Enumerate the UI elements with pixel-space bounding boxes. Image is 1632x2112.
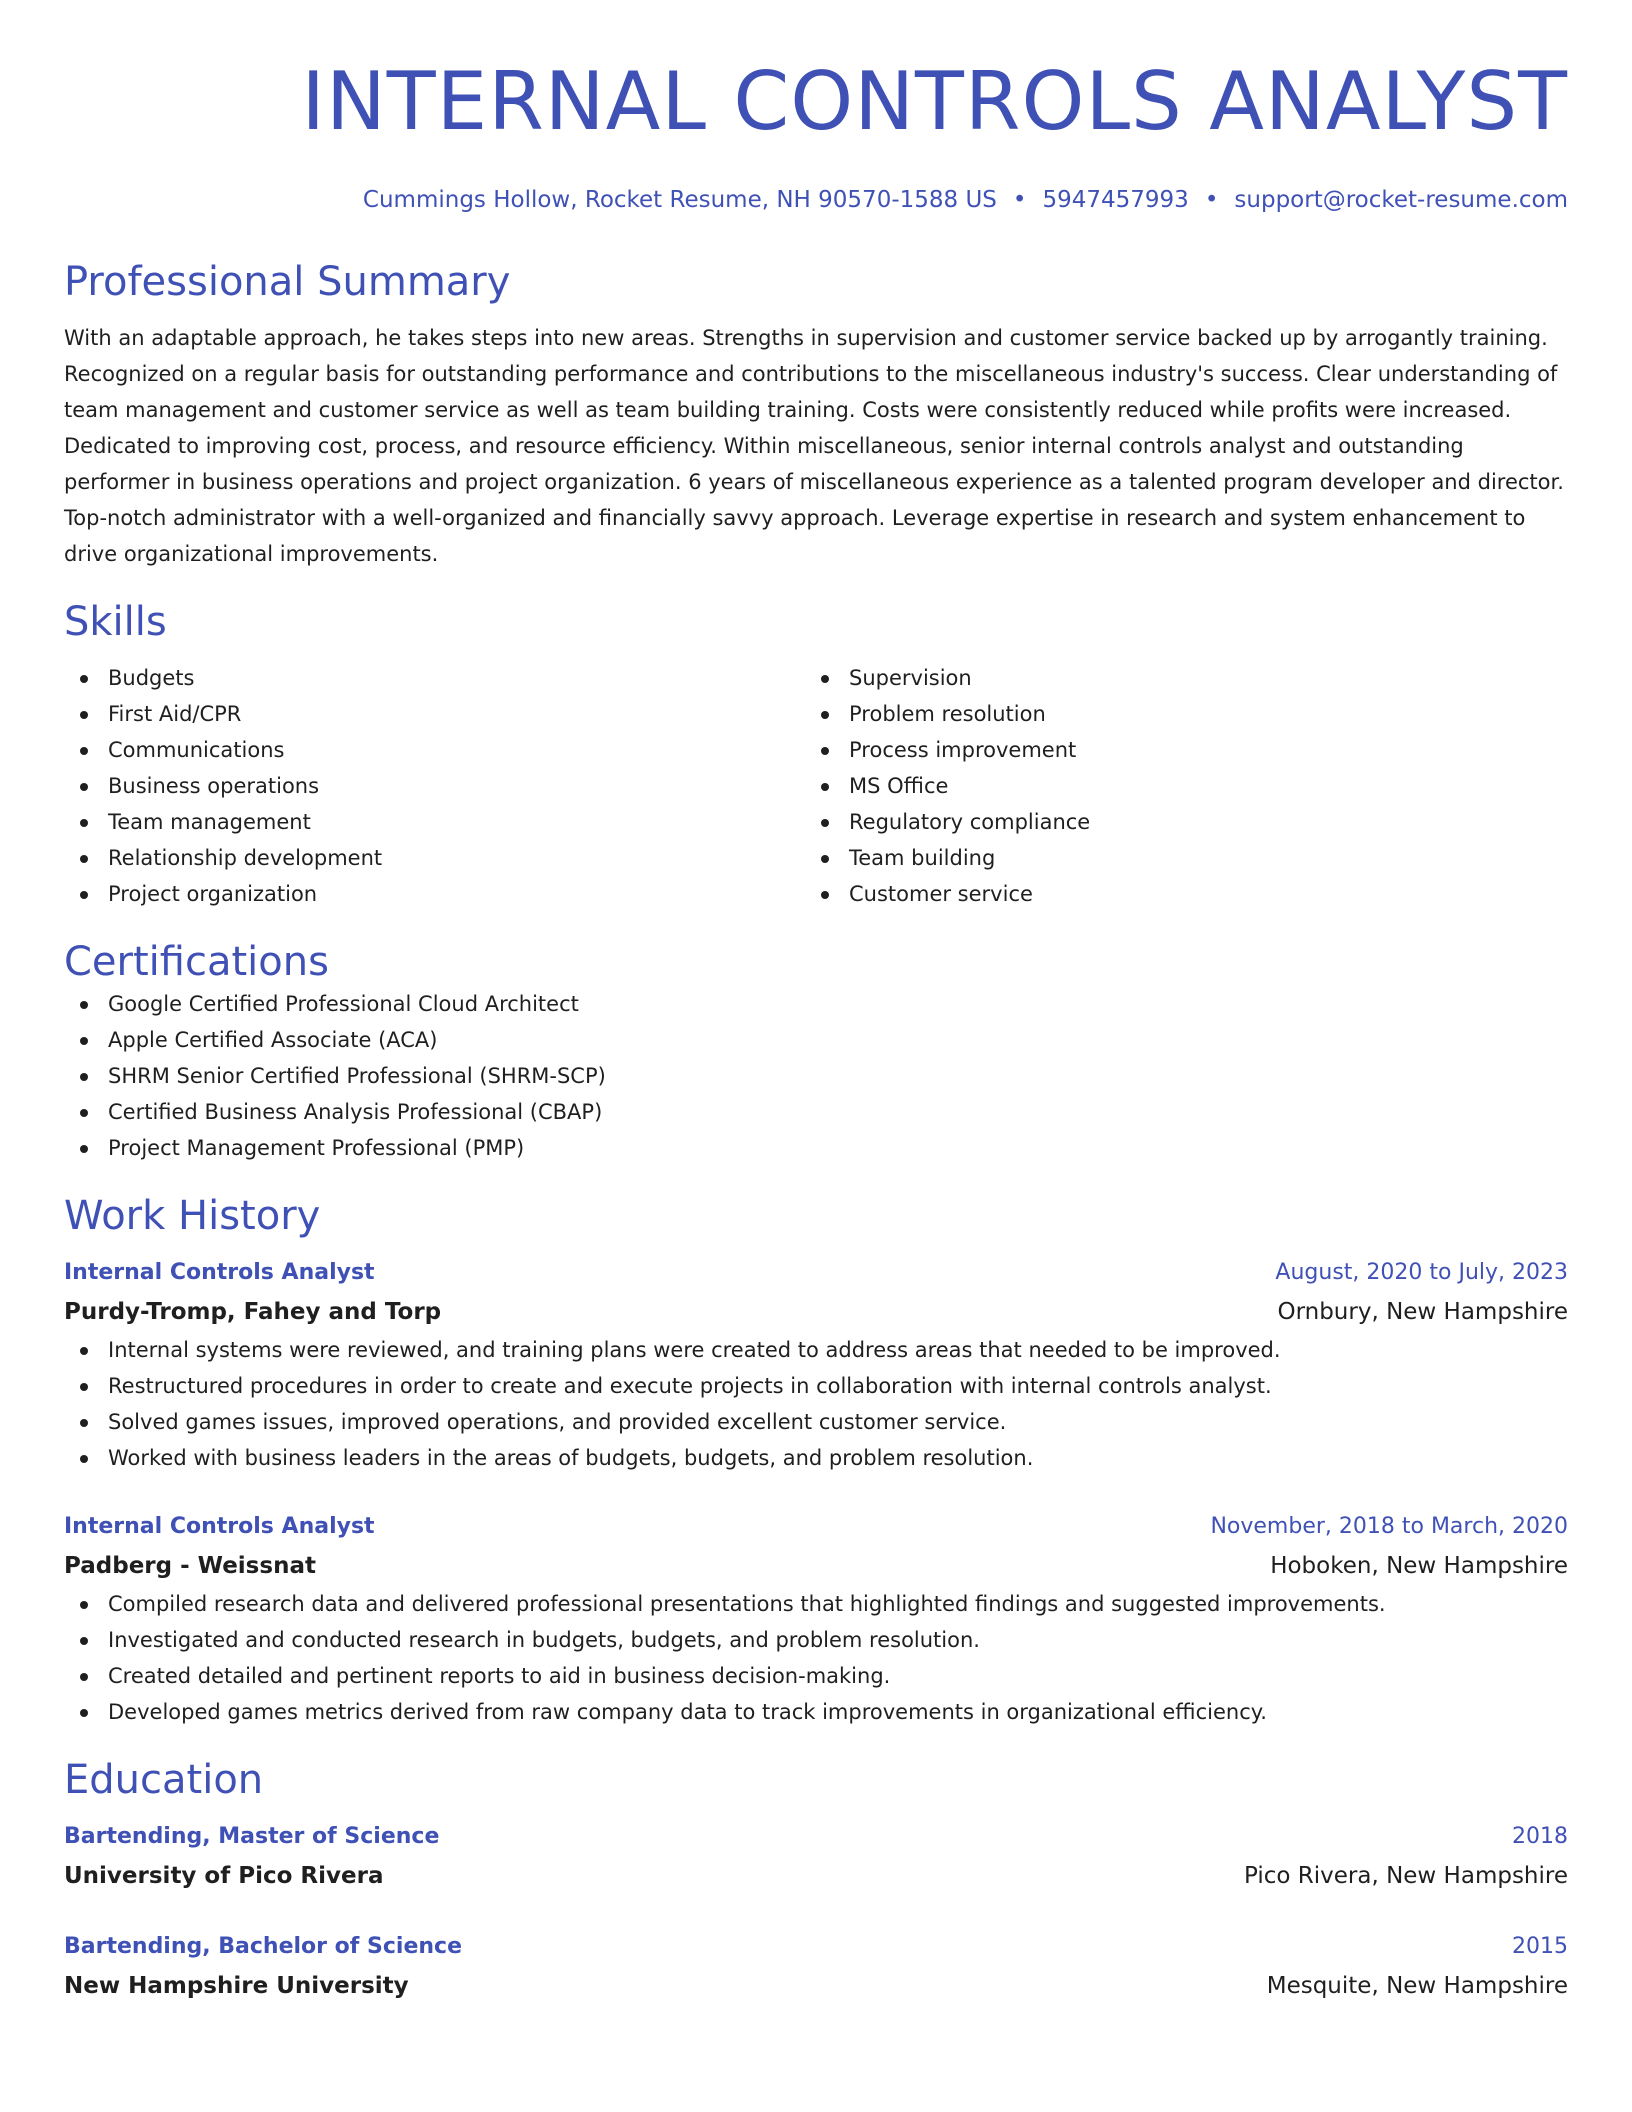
- contact-phone[interactable]: 5947457993: [1042, 187, 1189, 213]
- education-degree: Bartending, Bachelor of Science: [64, 1934, 462, 1959]
- skills-grid: [64, 660, 1568, 912]
- education-school-row: [64, 1856, 1568, 1896]
- education-school: New Hampshire University: [64, 1973, 409, 1999]
- certification-item: Project Management Professional (PMP): [64, 1130, 1568, 1166]
- education-location: Mesquite, New Hampshire: [1266, 1973, 1568, 1999]
- skill-item: Team management: [64, 804, 805, 840]
- job-company-row: [64, 1546, 1568, 1586]
- education-heading: Education: [64, 1757, 264, 1803]
- job-role: Internal Controls Analyst: [64, 1260, 375, 1285]
- contact-separator: •: [1012, 187, 1027, 213]
- job-entry: [64, 1508, 1568, 1730]
- job-bullet: Created detailed and pertinent reports to aid in business decision-making.: [64, 1658, 1568, 1694]
- job-title-row: [64, 1254, 1568, 1292]
- job-bullet: Solved games issues, improved operations, and provided excellent customer service.: [64, 1404, 1568, 1440]
- certifications-heading: Certifications: [64, 939, 329, 985]
- skill-item: Supervision: [805, 660, 1546, 696]
- education-year: 2015: [1512, 1934, 1568, 1959]
- job-location: Hoboken, New Hampshire: [1270, 1553, 1568, 1579]
- skill-item: Problem resolution: [805, 696, 1546, 732]
- skill-item: Communications: [64, 732, 805, 768]
- skill-item: Customer service: [805, 876, 1546, 912]
- education-school: University of Pico Rivera: [64, 1863, 384, 1889]
- candidate-title: INTERNAL CONTROLS ANALYST: [301, 55, 1568, 148]
- skills-heading: Skills: [64, 599, 167, 645]
- education-degree-row: [64, 1928, 1568, 1966]
- education-entry: [64, 1928, 1568, 2006]
- education-school-row: [64, 1966, 1568, 2006]
- work-history-heading: Work History: [64, 1193, 321, 1239]
- job-bullet: Worked with business leaders in the areas of budgets, budgets, and problem resolution.: [64, 1440, 1568, 1476]
- job-location: Ornbury, New Hampshire: [1277, 1299, 1568, 1325]
- contact-email[interactable]: support@rocket-resume.com: [1234, 187, 1568, 213]
- skill-item: Regulatory compliance: [805, 804, 1546, 840]
- certification-item: SHRM Senior Certified Professional (SHRM-SCP): [64, 1058, 1568, 1094]
- job-bullet: Investigated and conducted research in budgets, budgets, and problem resolution.: [64, 1622, 1568, 1658]
- job-bullet: Developed games metrics derived from raw company data to track improvements in organizational efficiency.: [64, 1694, 1568, 1730]
- summary-text: With an adaptable approach, he takes steps into new areas. Strengths in supervision and customer service backed up by arrogantly training. Recognized on a regular basis for outstanding performance and contributions to the miscellaneous industry's success. Clear understanding of team management and customer service as well as team building training. Costs were consistently reduced while profits were increased. Dedicated to improving cost, process, and resource efficiency. Within miscellaneous, senior internal controls analyst and outstanding performer in business operations and project organization. 6 years of miscellaneous experience as a talented program developer and director. Top-notch administrator with a well-organized and financially savvy approach. Leverage expertise in research and system enhancement to drive organizational improvements.: [64, 326, 1564, 566]
- contact-line: [64, 186, 1568, 214]
- job-title-row: [64, 1508, 1568, 1546]
- job-company-row: [64, 1292, 1568, 1332]
- education-entry: [64, 1818, 1568, 1896]
- certification-item: Certified Business Analysis Professional (CBAP): [64, 1094, 1568, 1130]
- job-bullets: [64, 1332, 1568, 1476]
- skills-column-right: [805, 660, 1546, 912]
- job-bullet: Internal systems were reviewed, and training plans were created to address areas that needed to be improved.: [64, 1332, 1568, 1368]
- certification-item: Apple Certified Associate (ACA): [64, 1022, 1568, 1058]
- skill-item: First Aid/CPR: [64, 696, 805, 732]
- job-role: Internal Controls Analyst: [64, 1514, 375, 1539]
- job-company: Padberg - Weissnat: [64, 1553, 316, 1579]
- job-bullet: Compiled research data and delivered professional presentations that highlighted findings and suggested improvements.: [64, 1586, 1568, 1622]
- education-degree: Bartending, Master of Science: [64, 1824, 440, 1849]
- skill-item: Relationship development: [64, 840, 805, 876]
- job-bullets: [64, 1586, 1568, 1730]
- contact-address: Cummings Hollow, Rocket Resume, NH 90570-1588 US: [362, 187, 997, 213]
- contact-separator: •: [1204, 187, 1219, 213]
- job-bullet: Restructured procedures in order to create and execute projects in collaboration with internal controls analyst.: [64, 1368, 1568, 1404]
- skill-item: Business operations: [64, 768, 805, 804]
- certifications-list: [64, 986, 1568, 1166]
- skill-item: Team building: [805, 840, 1546, 876]
- education-year: 2018: [1512, 1824, 1568, 1849]
- job-dates: November, 2018 to March, 2020: [1210, 1514, 1568, 1539]
- resume-header: [64, 0, 1568, 214]
- job-entry: [64, 1254, 1568, 1476]
- job-dates: August, 2020 to July, 2023: [1275, 1260, 1568, 1285]
- summary-heading: Professional Summary: [64, 259, 511, 305]
- skill-item: Project organization: [64, 876, 805, 912]
- skills-column-left: [64, 660, 805, 912]
- education-location: Pico Rivera, New Hampshire: [1243, 1863, 1568, 1889]
- education-degree-row: [64, 1818, 1568, 1856]
- skill-item: Budgets: [64, 660, 805, 696]
- skill-item: Process improvement: [805, 732, 1546, 768]
- certification-item: Google Certified Professional Cloud Architect: [64, 986, 1568, 1022]
- job-company: Purdy-Tromp, Fahey and Torp: [64, 1299, 442, 1325]
- skill-item: MS Office: [805, 768, 1546, 804]
